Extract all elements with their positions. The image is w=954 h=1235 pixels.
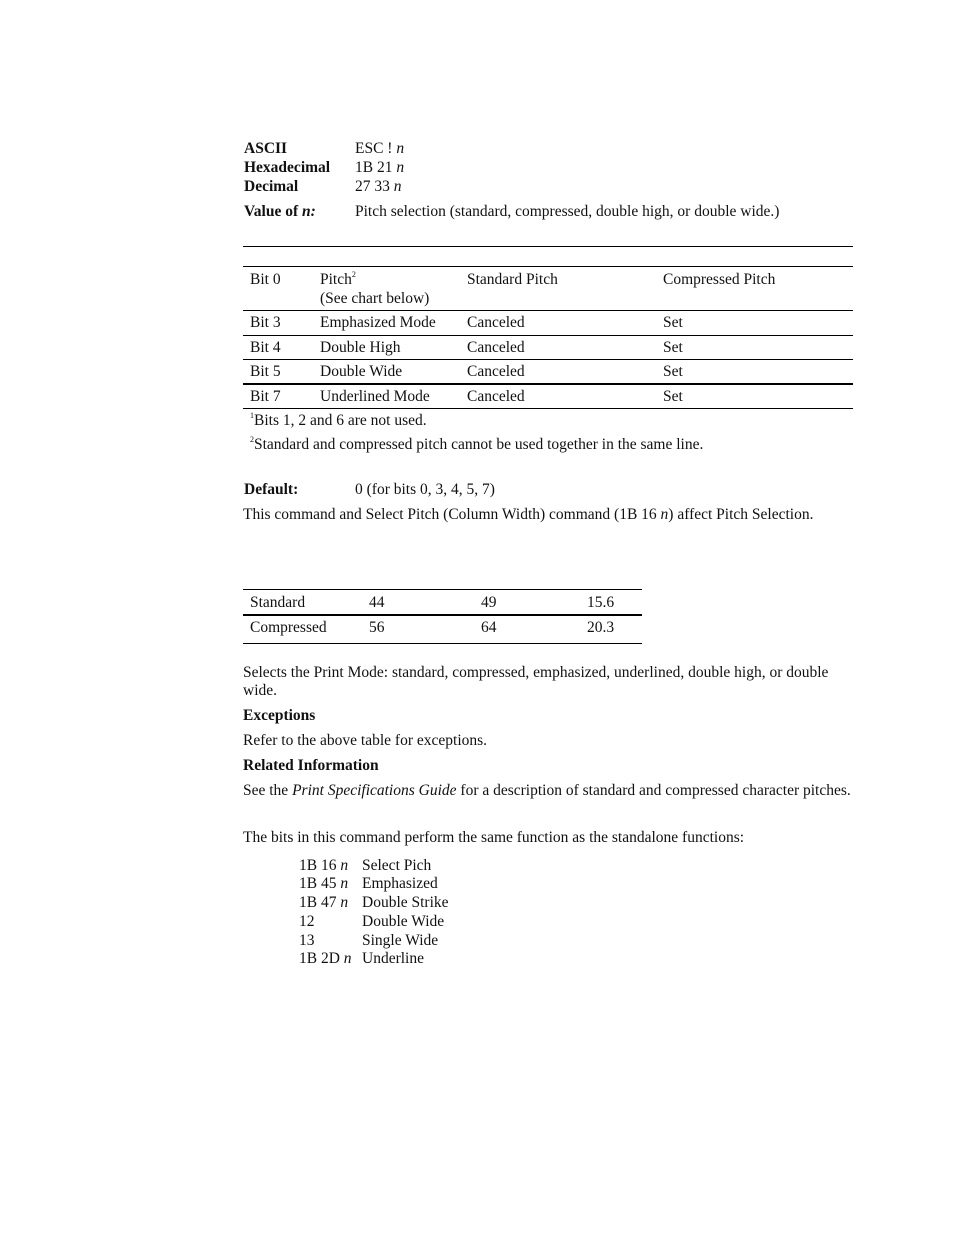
code-n: n — [343, 950, 352, 967]
function-subtext: (See chart below) — [320, 290, 430, 307]
note-n: n — [660, 506, 669, 523]
pitch-cell: 49 — [481, 594, 497, 611]
description: Selects the Print Mode: standard, compressed, emphasized, underlined, double high, or double wide. — [243, 664, 829, 699]
hex-value — [355, 159, 404, 177]
note-text: This command and Select Pitch (Column Width) command (1B 16 — [243, 506, 661, 523]
function-cell — [320, 271, 356, 289]
ascii-n: n — [396, 140, 405, 157]
footnote-ref: 2 — [351, 270, 356, 279]
function-name: Underline — [362, 950, 424, 967]
one-cell: Set — [663, 388, 683, 405]
one-cell: Set — [663, 339, 683, 356]
footnote-mark: 2 — [250, 435, 254, 444]
function-cell: Double Wide — [320, 363, 403, 380]
function-code — [299, 894, 348, 912]
exceptions-text: Refer to the above table for exceptions. — [243, 732, 488, 749]
value-of-n-text: Pitch selection (standard, compressed, double high, or double wide.) — [355, 203, 780, 220]
dec-code: 27 33 — [355, 178, 394, 195]
pitch-cell: 64 — [481, 619, 497, 636]
bit-cell: Bit 3 — [250, 314, 281, 331]
hex-label: Hexadecimal — [244, 159, 331, 176]
function-text: Pitch — [320, 271, 352, 288]
function-name: Double Wide — [362, 913, 445, 930]
zero-cell: Canceled — [467, 388, 525, 405]
code-text: 1B 16 — [299, 857, 341, 874]
related-heading: Related Information — [243, 757, 379, 774]
value-label-text: Value of — [244, 203, 302, 220]
code-text: 1B 47 — [299, 894, 341, 911]
pitch-cell: 15.6 — [587, 594, 615, 611]
function-cell: Double High — [320, 339, 401, 356]
function-code — [299, 913, 315, 931]
dec-label: Decimal — [244, 178, 299, 195]
guide-title: Print Specifications Guide — [292, 782, 457, 799]
one-cell: Compressed Pitch — [663, 271, 776, 288]
function-code — [299, 932, 315, 950]
code-n: n — [340, 894, 349, 911]
pitch-table-bottom-rule — [243, 643, 642, 644]
footnote-1 — [250, 412, 427, 430]
note-text-end: ) affect Pitch Selection. — [668, 506, 814, 523]
one-cell: Set — [663, 314, 683, 331]
bit-cell: Bit 0 — [250, 271, 281, 288]
function-code — [299, 857, 348, 875]
pitch-cell: 20.3 — [587, 619, 615, 636]
code-n: n — [340, 875, 349, 892]
hex-n: n — [396, 159, 405, 176]
default-value: 0 (for bits 0, 3, 4, 5, 7) — [355, 481, 495, 498]
bit-cell: Bit 7 — [250, 388, 281, 405]
zero-cell: Canceled — [467, 339, 525, 356]
table-row-rule — [243, 335, 853, 336]
footnote-text: Bits 1, 2 and 6 are not used. — [254, 412, 427, 429]
pitch-cell: 56 — [369, 619, 385, 636]
code-text: 12 — [299, 913, 315, 930]
function-code — [299, 875, 348, 893]
function-name: Emphasized — [362, 875, 438, 892]
code-text: 1B 2D — [299, 950, 344, 967]
value-of-n-label — [244, 203, 316, 221]
bits-text: The bits in this command perform the same function as the standalone functions: — [243, 829, 745, 846]
code-text: 13 — [299, 932, 315, 949]
zero-cell: Standard Pitch — [467, 271, 558, 288]
related-text-start: See the — [243, 782, 293, 799]
ascii-value — [355, 140, 404, 158]
ascii-code: ESC ! — [355, 140, 397, 157]
pitch-cell: 44 — [369, 594, 385, 611]
code-text: 1B 45 — [299, 875, 341, 892]
table-row-rule — [243, 383, 853, 385]
bit-cell: Bit 5 — [250, 363, 281, 380]
dec-n: n — [393, 178, 402, 195]
table-bottom-rule — [243, 408, 853, 409]
dec-value — [355, 178, 402, 196]
table-row-rule — [243, 310, 853, 311]
function-code — [299, 950, 352, 968]
footnote-2 — [250, 436, 703, 454]
zero-cell: Canceled — [467, 314, 525, 331]
pitch-table-row-rule — [243, 614, 642, 616]
pitch-table-top-rule — [243, 589, 642, 590]
related-text-end: for a description of standard and compressed character pitches. — [456, 782, 851, 799]
section-rule — [243, 246, 853, 247]
function-name: Single Wide — [362, 932, 439, 949]
zero-cell: Canceled — [467, 363, 525, 380]
function-name: Double Strike — [362, 894, 449, 911]
hex-code: 1B 21 — [355, 159, 397, 176]
table-top-rule — [243, 266, 853, 267]
value-label-n: n: — [302, 203, 316, 220]
footnote-text: Standard and compressed pitch cannot be used together in the same line. — [254, 436, 704, 453]
default-label: Default: — [244, 481, 299, 498]
table-row-rule — [243, 359, 853, 360]
function-name: Select Pich — [362, 857, 432, 874]
function-cell: Underlined Mode — [320, 388, 430, 405]
bit-cell: Bit 4 — [250, 339, 281, 356]
pitch-cell: Standard — [250, 594, 306, 611]
exceptions-heading: Exceptions — [243, 707, 316, 724]
pitch-note — [243, 506, 853, 524]
function-cell: Emphasized Mode — [320, 314, 436, 331]
footnote-mark: 1 — [250, 411, 254, 420]
pitch-cell: Compressed — [250, 619, 327, 636]
code-n: n — [340, 857, 349, 874]
related-text — [243, 782, 853, 800]
ascii-label: ASCII — [244, 140, 288, 157]
one-cell: Set — [663, 363, 683, 380]
